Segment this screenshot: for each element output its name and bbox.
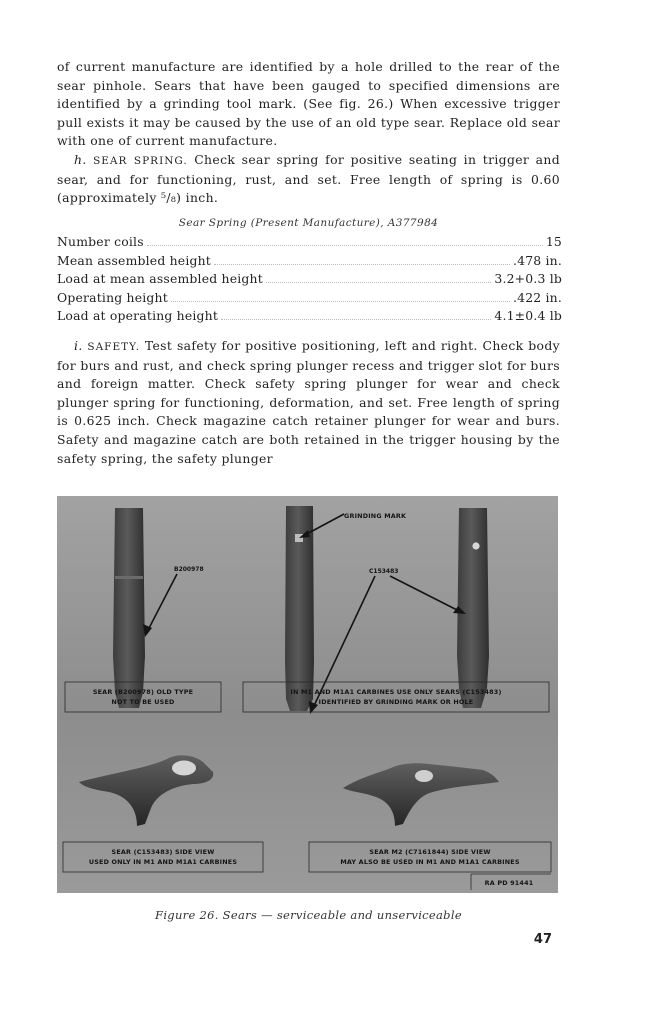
label-ra-pd-number: RA PD 91441 (484, 879, 534, 887)
figure-26-photo (57, 496, 558, 893)
label-grinding-mark: GRINDING MARK (344, 512, 407, 520)
sear-hole-front (457, 508, 489, 708)
spec-value: 3.2+0.3 lb (494, 271, 562, 287)
paragraph-safety-body: Test safety for positive positioning, left and right. Check body for burs and rust, and check spring plunger recess and trigger slot for burs and foreign matter. Check safety spring plunger for wear and check plunger spring for functioning, deformation, and set. Free length of spring is 0.625 inch. Check magazine catch retainer plunger for wear and burs. Safety and magazine catch are both retained in the trigger housing by the safety spring, the safety plunger (57, 338, 560, 466)
label-side-view-line2: USED ONLY IN M1 AND M1A1 CARBINES (88, 858, 238, 866)
label-m2-sear-line2: MAY ALSO BE USED IN M1 AND M1A1 CARBINES (340, 858, 520, 866)
spec-label: Number coils (57, 234, 144, 249)
spec-value: .422 in. (512, 289, 562, 305)
paragraph-sear-identification: of current manufacture are identified by a hole drilled to the rear of the sear pinhole. Sears that have been gauged to specified dimensions are identified by a grinding tool mark. (See fig. 26.) When excessive trigger pull exists it may be caused by the use of an old type sear. Replace old sear with one of current manufacture. (57, 59, 560, 149)
spec-label: Load at mean assembled height (57, 271, 263, 287)
label-side-view-line1: SEAR (C153483) SIDE VIEW (111, 848, 215, 856)
spec-row (57, 308, 562, 327)
spec-row (57, 234, 562, 253)
label-part-number-old: B200978 (174, 566, 204, 573)
dot-leader (171, 301, 510, 302)
sear-pin-hole (415, 770, 433, 782)
figure-26-illustration (57, 496, 558, 893)
dot-leader (221, 319, 491, 320)
spec-table (57, 234, 562, 327)
spec-label: Mean assembled height (57, 252, 211, 268)
spec-row (57, 290, 562, 309)
sear-pin-hole (172, 761, 196, 776)
identification-hole (472, 542, 479, 549)
spec-value: 15 (545, 234, 562, 249)
label-old-sear-line1: SEAR (B200978) OLD TYPE (92, 688, 194, 696)
dot-leader (147, 245, 543, 246)
dot-leader (266, 282, 491, 283)
spec-value: .478 in. (512, 252, 562, 268)
label-part-number-new: C153483 (369, 568, 399, 575)
label-m1-sears-line2: IDENTIFIED BY GRINDING MARK OR HOLE (318, 698, 474, 706)
paragraph-letter-h: h. (74, 152, 87, 167)
paragraph-safety (57, 337, 560, 468)
sear-old-type-front (113, 508, 145, 708)
figure-caption: Figure 26. Sears — serviceable and unserviceable (155, 908, 462, 922)
label-m1-sears-line1: IN M1 AND M1A1 CARBINES USE ONLY SEARS (C153483) (290, 688, 502, 696)
label-old-sear-line2: NOT TO BE USED (111, 698, 175, 706)
heading-sear-spring: SEAR SPRING. (93, 155, 188, 167)
paragraph-sear-spring (57, 151, 560, 208)
spec-label: Operating height (57, 289, 168, 305)
paragraph-sear-spring-body: Check sear spring for positive seating in trigger and sear, and for functioning, rust, and set. Free length of spring is 0.60 (approximately ⁵/₈) inch. (57, 152, 560, 206)
paragraph-letter-i: i. (74, 338, 83, 353)
dot-leader (214, 264, 510, 265)
page-number: 47 (533, 932, 552, 947)
heading-safety: SAFETY. (87, 341, 141, 353)
spec-label: Load at operating height (57, 308, 219, 324)
spec-table-title: Sear Spring (Present Manufacture), A377984 (178, 217, 439, 229)
label-m2-sear-line1: SEAR M2 (C7161844) SIDE VIEW (369, 848, 491, 856)
spec-row (57, 271, 562, 290)
spec-row (57, 253, 562, 272)
spec-value: 4.1±0.4 lb (494, 308, 562, 324)
